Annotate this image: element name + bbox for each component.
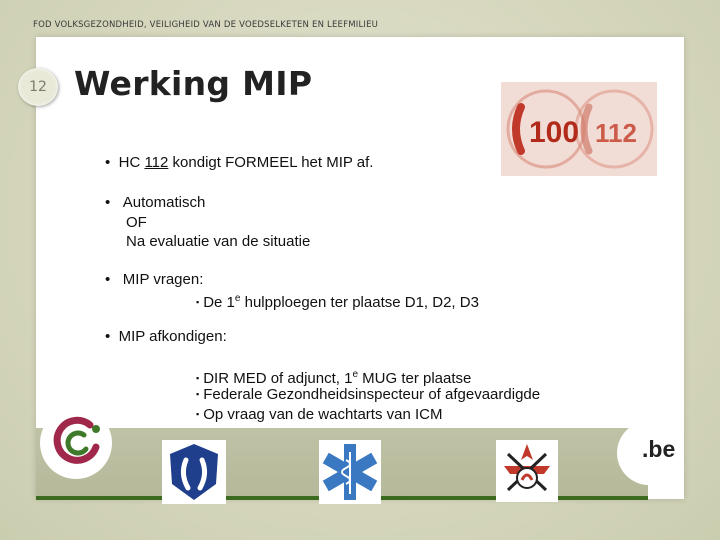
- bullet-1-underlined: 112: [144, 154, 169, 171]
- bullet-4-sub-1-post: MUG ter plaatse: [358, 370, 472, 387]
- superscript: e: [352, 369, 358, 380]
- fod-logo: [38, 405, 114, 485]
- bullet-4-sub-2: [196, 385, 540, 406]
- bullet-4-sub-1-pre: DIR MED of adjunct, 1: [203, 370, 353, 387]
- bullet-1-post: kondigt FORMEEL het MIP af.: [168, 154, 374, 171]
- bullet-4: [105, 327, 227, 346]
- bullet-4-sub-2-text: Federale Gezondheidsinspecteur of afgevaardigde: [203, 386, 541, 403]
- bullet-4-sub-3: [196, 405, 442, 426]
- bullet-2-line3: Na evaluatie van de situatie: [126, 233, 311, 250]
- star-of-life-icon: [319, 440, 381, 508]
- slide-title: Werking MIP: [74, 64, 313, 103]
- bullet-marker: •: [105, 271, 111, 288]
- police-badge-icon: [162, 440, 226, 508]
- bullet-marker: •: [105, 328, 111, 345]
- slide-number-badge: 12: [18, 68, 58, 106]
- be-logo-text: .be: [642, 436, 676, 462]
- bullet-1: [105, 153, 373, 172]
- bullet-3-label: MIP vragen:: [122, 271, 204, 288]
- bullet-1-pre: HC: [118, 154, 145, 171]
- be-logo: [616, 420, 682, 490]
- emergency-numbers-logo: [501, 82, 657, 176]
- bullet-2-line2: OF: [126, 214, 147, 231]
- logo-number-100: 100: [529, 116, 580, 149]
- bullet-marker: •: [105, 154, 111, 171]
- superscript: e: [234, 293, 241, 304]
- fire-brigade-emblem-icon: [496, 440, 558, 506]
- logo-number-112: 112: [595, 118, 637, 148]
- bullet-3: [105, 270, 203, 289]
- bullet-2-line1: Automatisch: [122, 194, 206, 211]
- bullet-4-sub-3-text: Op vraag van de wachtarts van ICM: [203, 406, 443, 423]
- bullet-3-sub-post: hulpploegen ter plaatse D1, D2, D3: [240, 294, 479, 311]
- sub-bullet-marker: ▪: [196, 409, 200, 419]
- sub-bullet-marker: ▪: [196, 373, 200, 383]
- bullet-3-sub-pre: De 1: [203, 294, 235, 311]
- bullet-3-sub: [196, 289, 479, 314]
- sub-bullet-marker: ▪: [196, 389, 200, 399]
- bullet-2: [105, 193, 205, 212]
- ministry-header: FOD VOLKSGEZONDHEID, VEILIGHEID VAN DE VOEDSELKETEN EN LEEFMILIEU: [33, 20, 379, 30]
- sub-bullet-marker: ▪: [196, 297, 200, 307]
- bullet-4-label: MIP afkondigen:: [118, 328, 227, 345]
- phone-icon: [516, 107, 521, 151]
- bullet-marker: •: [105, 194, 111, 211]
